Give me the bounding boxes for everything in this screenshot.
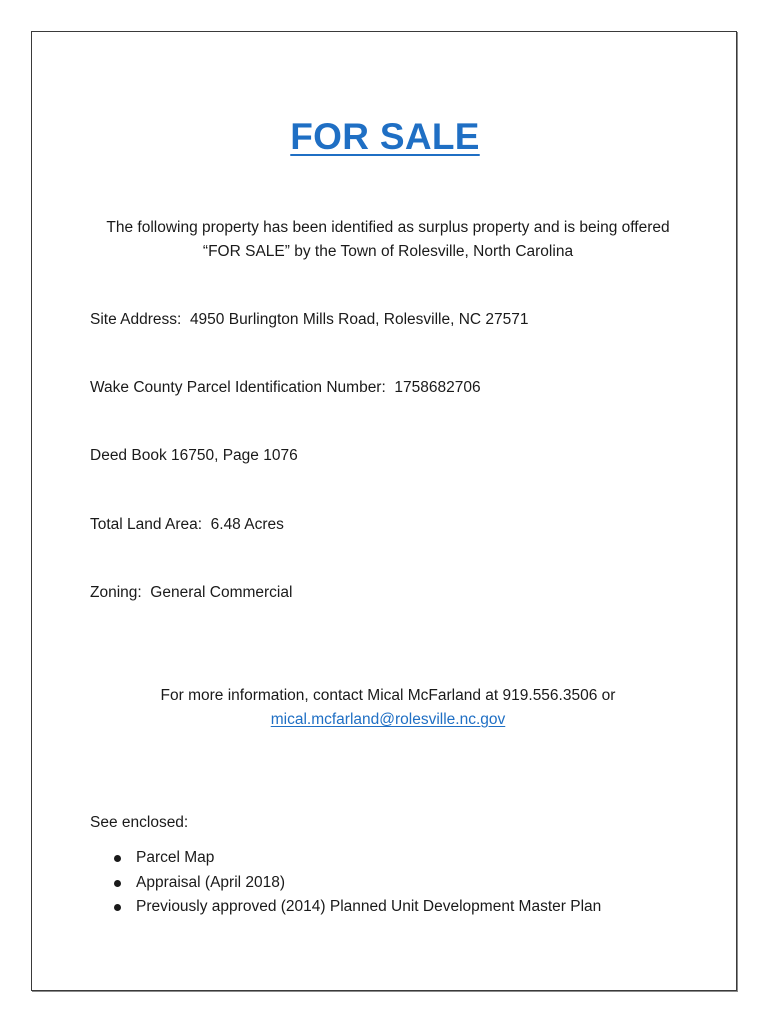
bullet-icon bbox=[114, 855, 121, 862]
page-title bbox=[0, 116, 770, 158]
title-text: FOR SALE bbox=[290, 116, 480, 157]
parcel-id: Wake County Parcel Identification Number: 1758682706 bbox=[90, 379, 481, 396]
bullet-icon bbox=[114, 880, 121, 887]
enclosed-list bbox=[110, 846, 601, 920]
land-area: Total Land Area: 6.48 Acres bbox=[90, 516, 284, 533]
enclosed-label: See enclosed: bbox=[90, 814, 189, 831]
intro-paragraph bbox=[60, 216, 716, 264]
list-item-text: Parcel Map bbox=[136, 849, 215, 866]
deed-reference: Deed Book 16750, Page 1076 bbox=[90, 447, 298, 464]
list-item-text: Appraisal (April 2018) bbox=[136, 873, 286, 891]
list-item bbox=[110, 846, 601, 871]
contact-info bbox=[60, 684, 716, 732]
site-address: Site Address: 4950 Burlington Mills Road, Rolesville, NC 27571 bbox=[90, 311, 529, 328]
intro-line-2: “FOR SALE” by the Town of Rolesville, North Carolina bbox=[202, 243, 574, 260]
bullet-icon bbox=[114, 904, 121, 911]
intro-line-1: The following property has been identified as surplus property and is being offered bbox=[106, 219, 670, 236]
list-item-text: Previously approved (2014) Planned Unit Development Master Plan bbox=[136, 898, 602, 915]
contact-text: For more information, contact Mical McFarland at 919.556.3506 or bbox=[160, 687, 616, 704]
list-item bbox=[110, 871, 601, 896]
zoning: Zoning: General Commercial bbox=[90, 584, 293, 601]
list-item bbox=[110, 895, 601, 920]
email-link[interactable]: mical.mcfarland@rolesville.nc.gov bbox=[270, 711, 506, 728]
